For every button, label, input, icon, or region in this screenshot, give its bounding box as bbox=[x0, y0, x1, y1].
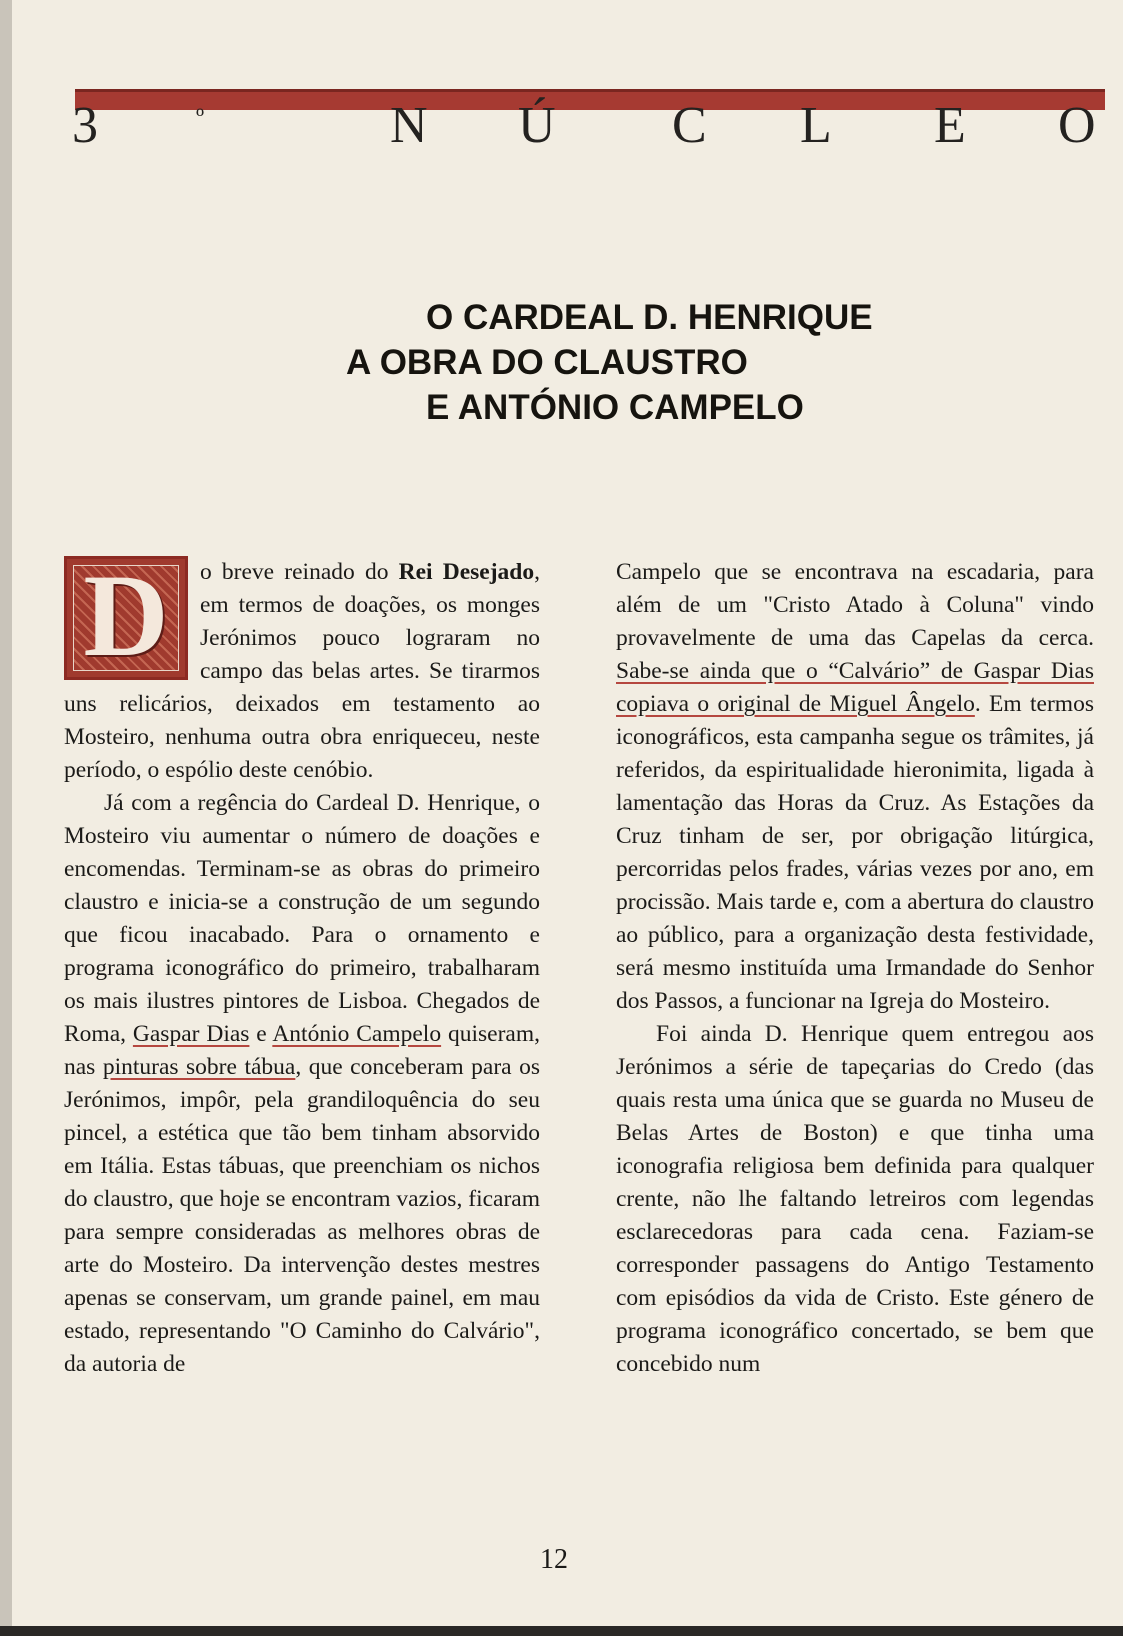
left-p2-b: e bbox=[249, 1021, 273, 1047]
left-p1-bold: Rei Desejado bbox=[398, 559, 535, 585]
dropcap-ornament bbox=[64, 550, 188, 681]
header-letter-3: 3 bbox=[72, 97, 98, 154]
header-letter-u: Ú bbox=[518, 97, 556, 154]
article-title bbox=[330, 295, 873, 430]
right-column bbox=[616, 556, 1094, 1381]
scan-bottom-edge bbox=[0, 1626, 1123, 1636]
right-p1-b: . Em termos iconográficos, esta campanha segue os trâmites, já referidos, da espiritualidade hieronimita, ligada à lamentação das Horas da Cruz. As Estações da Cruz tinham de ser, por obrigação litúrgica, percorridas pelos frades, várias vezes por ano, em procissão. Mais tarde e, com a abertura do claustro ao público, para a organização desta festividade, será mesmo instituída uma Irmandade do Senhor dos Passos, a funcionar na Igreja do Mosteiro. bbox=[616, 691, 1094, 1014]
left-p2-underline-1: Gaspar Dias bbox=[132, 1021, 250, 1047]
header-letter-ordinal: º bbox=[196, 103, 205, 132]
left-p2-d: , que conceberam para os Jerónimos, impôr, pela grandiloquência do seu pincel, a estética que tão bem tinham absorvido em Itália. Estas tábuas, que preenchiam os nichos do claustro, que hoje se encontram vazios, ficaram para sempre consideradas as melhores obras de arte do Mosteiro. Da intervenção destes mestres apenas se conservam, um grande painel, em mau estado, representando "O Caminho do Calvário", da autoria de bbox=[64, 1054, 540, 1377]
title-line-3: E ANTÓNIO CAMPELO bbox=[426, 388, 804, 427]
left-p2-a: Já com a regência do Cardeal D. Henrique, o Mosteiro viu aumentar o número de doações e encomendas. Terminam-se as obras do primeiro claustro e inicia-se a construção de um segundo que ficou inacabado. Para o ornamento e programa iconográfico do primeiro, trabalharam os mais ilustres pintores de Lisboa. Chegados de Roma, bbox=[64, 790, 540, 1047]
right-paragraph-2: Foi ainda D. Henrique quem entregou aos Jerónimos a série de tapeçarias do Credo (das quais resta uma única que se guarda no Museu de Belas Artes de Boston) e que tinha uma iconografia religiosa bem definida para qualquer crente, não lhe faltando letreiros com legendas esclarecedoras para cada cena. Faziam-se corresponder passagens do Antigo Testamento com episódios da vida de Cristo. Este género de programa iconográfico concertado, se bem que concebido num bbox=[616, 1021, 1094, 1377]
left-paragraph-2 bbox=[64, 787, 540, 1381]
left-p1-start: o breve reinado do bbox=[200, 559, 399, 585]
header-rule-top-line bbox=[75, 89, 1105, 92]
title-line-2: A OBRA DO CLAUSTRO bbox=[346, 343, 748, 382]
header-letter-n: N bbox=[390, 97, 428, 154]
header-letter-c: C bbox=[672, 97, 707, 154]
dropcap-letter: D bbox=[83, 550, 169, 681]
header-letter-l: L bbox=[800, 97, 832, 154]
right-paragraph-1 bbox=[616, 556, 1094, 1018]
header-letter-o: O bbox=[1058, 97, 1096, 154]
title-line-1: O CARDEAL D. HENRIQUE bbox=[426, 298, 873, 337]
left-p2-underline-2: António Campelo bbox=[272, 1021, 442, 1047]
left-p2-c: quiseram, nas bbox=[64, 1021, 540, 1080]
left-p1-rest: , em termos de doações, os monges Jerónimos pouco lograram no campo das belas artes. Se tirarmos uns relicários, deixados em testamento ao Mosteiro, nenhuma outra obra enriqueceu, neste período, o espólio deste cenóbio. bbox=[64, 559, 540, 783]
scan-left-edge bbox=[0, 0, 12, 1636]
left-p2-underline-3: pinturas sobre tábua bbox=[102, 1054, 296, 1080]
right-p1-a: Campelo que se encontrava na escadaria, para além de um "Cristo Atado à Coluna" vindo provavelmente de uma das Capelas da cerca. bbox=[616, 559, 1094, 651]
header-letter-e: E bbox=[934, 97, 966, 154]
right-p1-underline: Sabe-se ainda que o “Calvário” de Gaspar Dias copiava o original de Miguel Ângelo bbox=[616, 658, 1094, 717]
page-number: 12 bbox=[540, 1544, 568, 1575]
left-column bbox=[64, 550, 540, 1381]
